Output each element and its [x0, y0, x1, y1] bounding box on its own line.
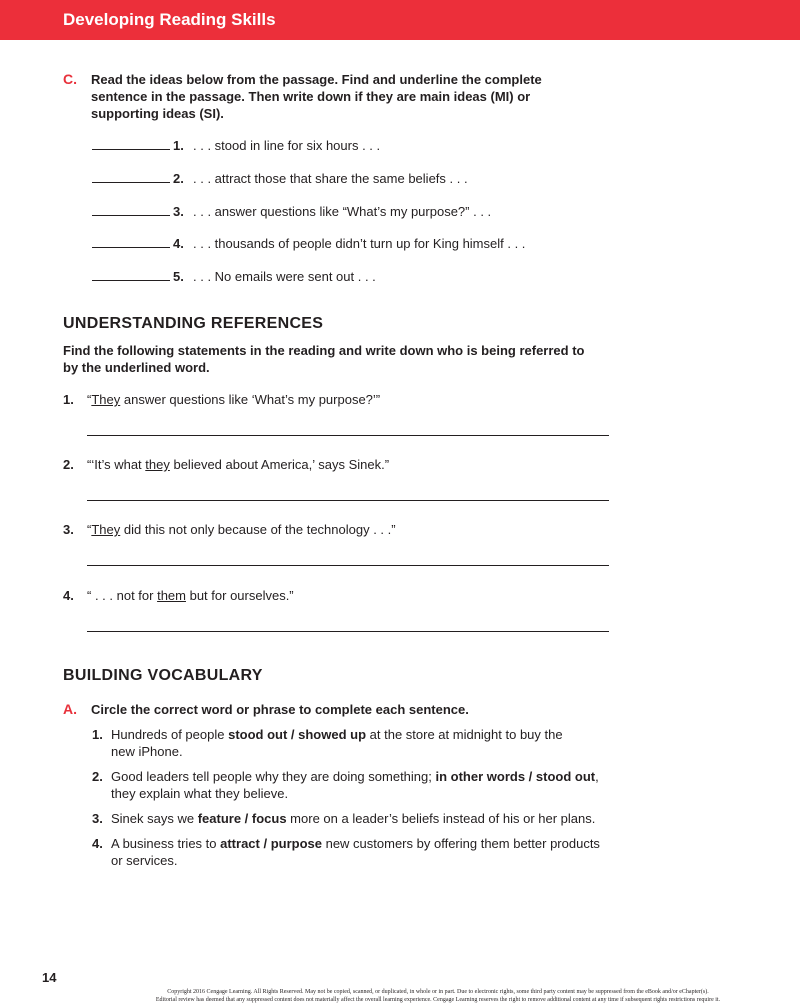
answer-blank[interactable] — [92, 204, 170, 216]
item-number: 2. — [173, 171, 184, 186]
item-number: 4. — [92, 836, 103, 851]
mi-item-3 — [92, 203, 491, 221]
answer-blank[interactable] — [92, 269, 170, 281]
answer-blank[interactable] — [92, 171, 170, 183]
word-choice[interactable]: stood out / showed up — [228, 727, 367, 742]
item-text: . . . answer questions like “What’s my purpose?” . . . — [193, 204, 492, 219]
item-text: . . . stood in line for six hours . . . — [193, 138, 381, 153]
answer-blank[interactable] — [92, 138, 170, 150]
answer-blank[interactable] — [92, 236, 170, 248]
reference-item-number: 3. — [63, 522, 74, 537]
understanding-references-heading: UNDERSTANDING REFERENCES — [63, 315, 324, 332]
answer-line[interactable] — [87, 435, 609, 436]
reference-item-number: 1. — [63, 392, 74, 407]
references-instruction-line2: by the underlined word. — [63, 360, 210, 375]
reference-item-3: “They did this not only because of the technology . . .” — [87, 522, 396, 537]
answer-line[interactable] — [87, 631, 609, 632]
section-a-letter: A. — [63, 701, 77, 717]
item-number: 4. — [173, 236, 184, 251]
item-number: 1. — [92, 727, 103, 742]
page-title: Developing Reading Skills — [63, 10, 276, 29]
item-number: 1. — [173, 138, 184, 153]
vocabulary-item-3: 3. Sinek says we feature / focus more on a leader’s beliefs instead of his or her plans. — [92, 811, 596, 826]
answer-line[interactable] — [87, 565, 609, 566]
answer-line[interactable] — [87, 500, 609, 501]
mi-item-2 — [92, 170, 468, 188]
underlined-word: They — [91, 522, 121, 537]
item-number: 2. — [92, 769, 103, 784]
building-vocabulary-heading: BUILDING VOCABULARY — [63, 667, 263, 684]
reference-item-1: “They answer questions like ‘What’s my purpose?’” — [87, 392, 381, 407]
section-c-letter: C. — [63, 71, 77, 87]
word-choice[interactable]: in other words / stood out — [435, 769, 596, 784]
page-number: 14 — [42, 970, 57, 985]
reference-item-2: “‘It’s what they believed about America,’ says Sinek.” — [87, 457, 390, 472]
vocabulary-item-1: 1. Hundreds of people stood out / showed up at the store at midnight to buy the new iPhone. — [92, 727, 563, 759]
vocabulary-item-2: 2. Good leaders tell people why they are doing something; in other words / stood out, they explain what they believe. — [92, 769, 599, 801]
underlined-word: them — [157, 588, 186, 603]
underlined-word: They — [91, 392, 121, 407]
section-c-instruction-line3: supporting ideas (SI). — [91, 106, 224, 121]
item-number: 5. — [173, 269, 184, 284]
item-number: 3. — [92, 811, 103, 826]
item-text: . . . thousands of people didn’t turn up for King himself . . . — [193, 236, 526, 251]
references-instruction-line1: Find the following statements in the reading and write down who is being referred to — [63, 343, 585, 358]
item-number: 3. — [173, 204, 184, 219]
word-choice[interactable]: feature / focus — [197, 811, 287, 826]
word-choice[interactable]: attract / purpose — [220, 836, 322, 851]
vocabulary-instruction: Circle the correct word or phrase to complete each sentence. — [91, 702, 469, 717]
mi-item-1 — [92, 137, 380, 155]
reference-item-number: 4. — [63, 588, 74, 603]
item-text: . . . attract those that share the same beliefs . . . — [193, 171, 468, 186]
item-text: . . . No emails were sent out . . . — [193, 269, 376, 284]
reference-item-4: “ . . . not for them but for ourselves.” — [87, 588, 294, 603]
mi-item-4 — [92, 235, 525, 253]
mi-item-5 — [92, 268, 376, 286]
section-c-instruction-line2: sentence in the passage. Then write down if they are main ideas (MI) or — [91, 89, 531, 104]
copyright-notice: Copyright 2016 Cengage Learning. All Rights Reserved. May not be copied, scanned, or duplicated, in whole or in part. Due to electronic rights, some third party content may be suppressed from the eBook and/or eChapter(s). Editorial review has deemed that any suppressed content does not materially affect the overall learning experience. Cengage Learning reserves the right to remove additional content at any time if subsequent rights restrictions require it. — [155, 989, 721, 1003]
reference-item-number: 2. — [63, 457, 74, 472]
vocabulary-item-4: 4. A business tries to attract / purpose new customers by offering them better products or services. — [92, 836, 600, 868]
underlined-word: they — [145, 457, 170, 472]
section-c-instruction-line1: Read the ideas below from the passage. Find and underline the complete — [91, 72, 542, 87]
